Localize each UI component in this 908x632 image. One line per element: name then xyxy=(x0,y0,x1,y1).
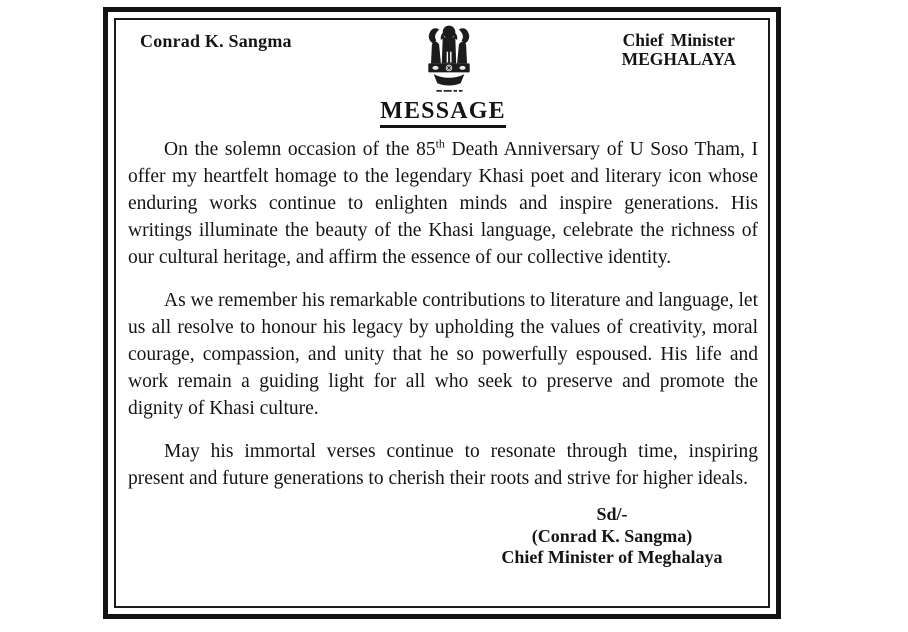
document-title-text: MESSAGE xyxy=(380,98,506,128)
document-outer-border xyxy=(103,7,781,619)
paragraph-3: May his immortal verses continue to resonate through time, inspiring present and future generations to cherish their roots and strive for higher ideals. xyxy=(128,441,758,489)
signature-name: (Conrad K. Sangma) xyxy=(531,525,693,546)
letterhead xyxy=(128,22,758,94)
ashoka-emblem-icon xyxy=(418,22,480,94)
author-name: Conrad K. Sangma xyxy=(140,31,292,51)
ordinal-superscript: th xyxy=(435,136,445,151)
signature-sd: Sd/- xyxy=(596,504,628,524)
office-title-line1: Chief Minister xyxy=(622,30,735,50)
document-title xyxy=(128,98,758,125)
paragraph-2: As we remember his remarkable contributions to literature and language, let us all resolve to honour his legacy by upholding the values of creativity, moral courage, compassion, and unity that he so powerfully espoused. His life and work remain a guiding light for all who seek to preserve and promote the dignity of Khasi culture. xyxy=(128,290,758,419)
office-title-block xyxy=(480,22,758,69)
paragraph-1-text-rest: Death Anniversary of U Soso Tham, I offer my heartfelt homage to the legendary Khasi poet and literary icon whose enduring works continue to enlighten minds and inspire generations. His writings illuminate the beauty of the Khasi language, celebrate the richness of our cultural heritage, and affirm the essence of our collective identity. xyxy=(128,139,758,268)
paragraph-1 xyxy=(128,136,758,271)
office-title-line2: MEGHALAYA xyxy=(621,49,736,69)
signature-designation: Chief Minister of Meghalaya xyxy=(501,547,723,567)
document-inner-border xyxy=(114,18,770,608)
signature-block xyxy=(486,504,738,569)
paragraph-1-text-start: On the solemn occasion of the 85 xyxy=(164,139,436,160)
